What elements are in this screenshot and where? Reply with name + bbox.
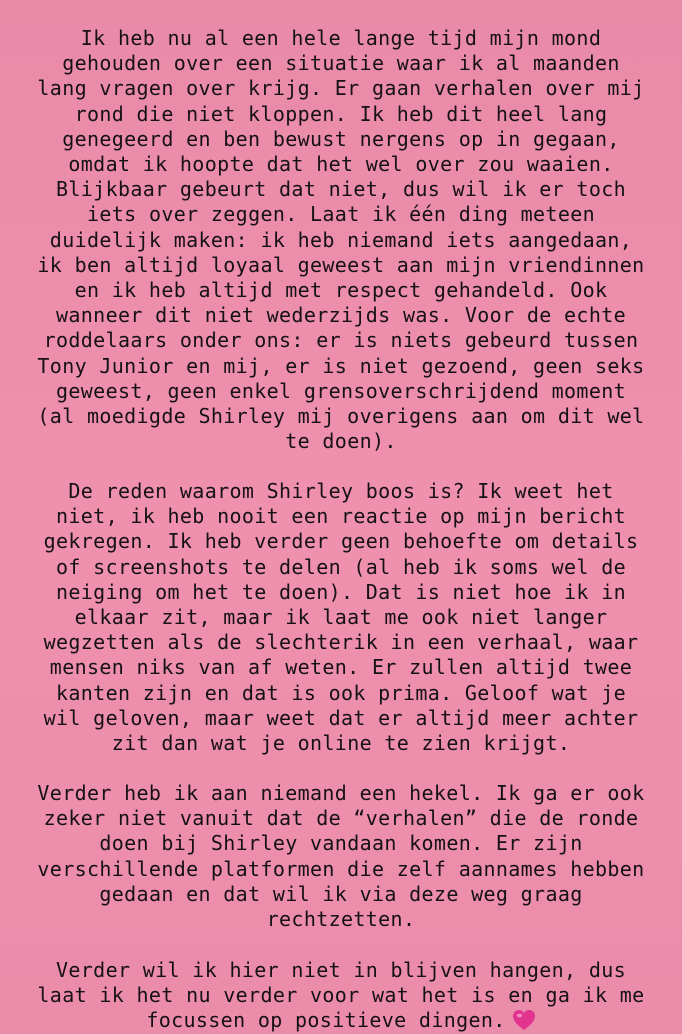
story-line: De reden waarom Shirley boos is? Ik weet het	[68, 479, 614, 503]
story-line: laat ik het nu verder voor wat het is en ga ik me	[37, 983, 645, 1008]
story-line: Verder heb ik aan niemand een hekel. Ik ga er ook	[37, 781, 645, 805]
story-line: verschillende platformen die zelf aannames hebben	[37, 856, 645, 881]
story-line: roddelaars onder ons: er is niets gebeurd tussen	[43, 328, 639, 353]
story-line: (al moedigde Shirley mij overigens aan om dit wel	[37, 404, 645, 429]
story-line: lang vragen over krijg. Er gaan verhalen over mij	[37, 76, 645, 101]
story-line: mensen niks van af weten. Er zullen altijd twee	[49, 655, 633, 680]
story-line: rond die niet kloppen. Ik heb dit heel lang	[74, 101, 608, 126]
story-line: neiging om het te doen). Dat is niet hoe ik in	[56, 579, 626, 604]
story-line: zit dan wat je online te zien krijgt.	[111, 731, 571, 756]
story-paragraph-2	[14, 479, 668, 756]
story-line: geweest, geen enkel grensoverschrijdend moment	[56, 378, 626, 403]
story-line: en ik heb altijd met respect gehandeld. Ook	[74, 278, 608, 303]
story-line: elkaar zit, maar ik laat me ook niet langer	[74, 605, 608, 630]
story-line: te doen).	[285, 429, 397, 454]
story-paragraph-3	[14, 781, 668, 932]
story-line: ik ben altijd loyaal geweest aan mijn vriendinnen	[37, 252, 645, 277]
story-line: Verder wil ik hier niet in blijven hangen, dus	[56, 958, 626, 982]
story-line: Ik heb nu al een hele lange tijd mijn mond	[80, 26, 602, 50]
story-line: Tony Junior en mij, er is niet gezoend, geen seks	[37, 353, 645, 378]
story-line: doen bij Shirley vandaan komen. Er zijn	[99, 831, 583, 856]
story-line: iets over zeggen. Laat ik één ding meteen	[86, 202, 596, 227]
story-line: of screenshots te delen (al heb ik soms wel de	[56, 554, 626, 579]
story-paragraph-4	[14, 958, 668, 1034]
story-paragraph-1	[14, 26, 668, 454]
story-line: duidelijk maken: ik heb niemand iets aangedaan,	[49, 227, 633, 252]
story-line: Blijkbaar gebeurt dat niet, dus wil ik er toch	[56, 177, 626, 202]
story-line: gedaan en dat wil ik via deze weg graag	[99, 881, 583, 906]
story-line: omdat ik hoopte dat het wel over zou waaien.	[68, 152, 614, 177]
story-line: kanten zijn en dat is ook prima. Geloof wat je	[56, 680, 626, 705]
story-line: wil geloven, maar weet dat er altijd meer achter	[43, 705, 639, 730]
story-line: wegzetten als de slechterik in een verhaal, waar	[43, 630, 639, 655]
story-line: genegeerd en ben bewust nergens op in gegaan,	[62, 126, 620, 151]
story-line-last	[14, 1008, 668, 1033]
story-line: rechtzetten.	[266, 907, 416, 932]
pink-heart-icon	[512, 1009, 536, 1031]
story-line: wanneer dit niet wederzijds was. Voor de echte	[56, 303, 626, 328]
story-line-text: focussen op positieve dingen.	[146, 1008, 506, 1033]
story-line: gekregen. Ik heb verder geen behoefte om details	[43, 529, 639, 554]
story-line: niet, ik heb nooit een reactie op mijn bericht	[56, 504, 626, 529]
story-line: zeker niet vanuit dat de “verhalen” die de ronde	[43, 806, 639, 831]
story-line: gehouden over een situatie waar ik al maanden	[62, 51, 620, 76]
